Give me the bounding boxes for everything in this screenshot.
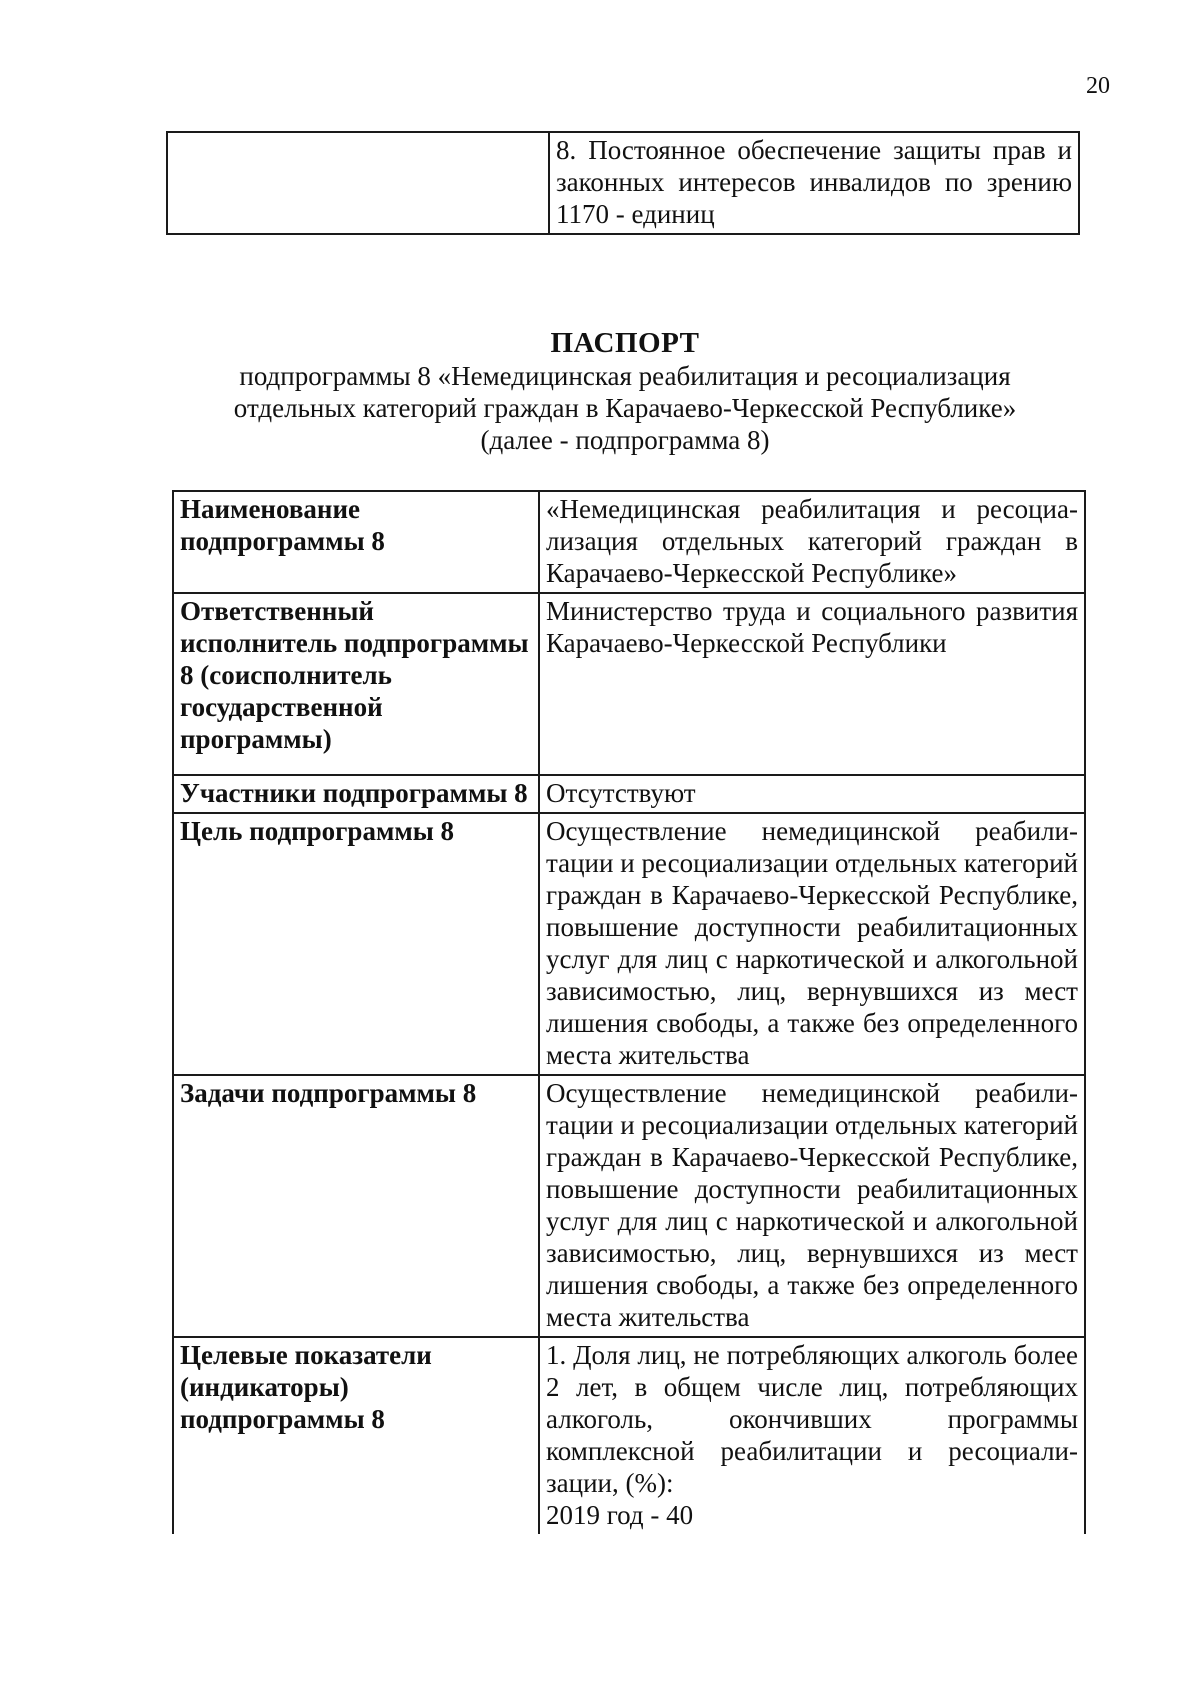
row-label-indicators: Целевые показатели (индикаторы) подпрограммы 8 (173, 1337, 539, 1534)
row-label-executor: Ответственный исполнитель подпрограммы 8 (соисполнитель государственной программы) (173, 593, 539, 775)
row-value-participants: Отсутствуют (539, 775, 1085, 813)
table-cell-empty (167, 132, 549, 234)
table-row (173, 1337, 1085, 1534)
table-row (173, 775, 1085, 813)
table-row (167, 132, 1079, 234)
subtitle-line-3: (далее - подпрограмма 8) (480, 425, 770, 455)
row-label-name: Наименование подпрограммы 8 (173, 491, 539, 593)
subtitle-line-1: подпрограммы 8 «Немедицинская реабилитация и ресоциализация (239, 361, 1011, 391)
table-row (173, 491, 1085, 593)
row-label-tasks: Задачи подпрограммы 8 (173, 1075, 539, 1337)
row-value-tasks: Осуществление немедицинской реабилитации и ресоциализации отдельных категорий граждан в Карачаево-Черкесской Республике, повышение доступности реабилитационных услуг для лиц с наркотической и алкогольной зависимостью, лиц, вернувшихся из мест лишения свободы, а также без определенного места жительства (539, 1075, 1085, 1337)
page-number: 20 (1086, 73, 1110, 99)
row-value-indicators: 1. Доля лиц, не потребляющих алкоголь более 2 лет, в общем числе лиц, потребляющих алкоголь, окончивших программы комплексной реабилитации и ресоциализации, (%): (546, 1340, 1078, 1498)
row-label-participants: Участники подпрограммы 8 (173, 775, 539, 813)
document-title: ПАСПОРТ (550, 327, 700, 359)
row-value-indicators-year: 2019 год - 40 (546, 1500, 694, 1530)
continuation-table (166, 131, 1080, 235)
table-cell-item-8: 8. Постоянное обеспечение защиты прав и законных интересов инвалидов по зрению 1170 - единиц (549, 132, 1079, 234)
table-row (173, 813, 1085, 1075)
row-label-goal: Цель подпрограммы 8 (173, 813, 539, 1075)
passport-title-block (0, 326, 1200, 456)
row-value-goal: Осуществление немедицинской реабилитации и ресоциализации отдельных категорий граждан в Карачаево-Черкесской Республике, повышение доступности реабилитационных услуг для лиц с наркотической и алкогольной зависимостью, лиц, вернувшихся из мест лишения свободы, а также без определенного места жительства (539, 813, 1085, 1075)
row-value-name: «Немедицинская реабилитация и ресоциализация отдельных категорий граждан в Карачаево-Черкесской Республике» (539, 491, 1085, 593)
passport-table (172, 490, 1086, 1534)
row-value-indicators-cell (539, 1337, 1085, 1534)
subtitle-line-2: отдельных категорий граждан в Карачаево-Черкесской Республике» (233, 393, 1017, 423)
table-row (173, 1075, 1085, 1337)
row-value-executor: Министерство труда и социального развития Карачаево-Черкесской Республики (539, 593, 1085, 775)
table-row (173, 593, 1085, 775)
